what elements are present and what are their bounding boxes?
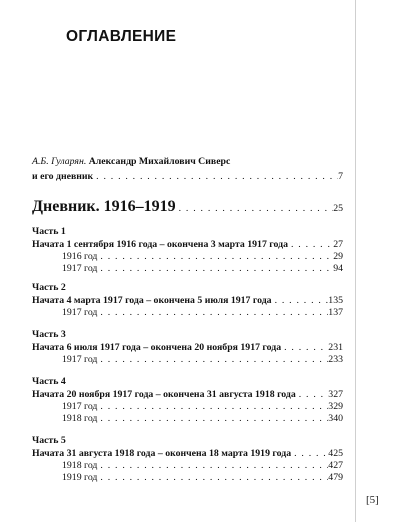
year-page: 329 [328, 401, 343, 412]
part-2-span: Начата 4 марта 1917 года – окончена 5 июля 1917 года [32, 295, 272, 306]
part-2-year-1[interactable] [62, 307, 343, 318]
year-label: 1918 год [62, 460, 98, 471]
leader-dots [97, 263, 333, 274]
part-1-year-2[interactable] [62, 263, 343, 274]
diary-page: 25 [333, 203, 343, 214]
part-5-span-page: 425 [328, 448, 343, 459]
leader-dots [97, 251, 333, 262]
leader-dots [93, 171, 338, 182]
part-3-span-page: 231 [328, 342, 343, 353]
part-4-heading: Часть 4 [32, 376, 66, 387]
year-label: 1918 год [62, 413, 98, 424]
intro-entry-line2[interactable] [32, 171, 343, 182]
part-1-year-1[interactable] [62, 251, 343, 262]
year-label: 1917 год [62, 307, 98, 318]
leader-dots [97, 401, 328, 412]
year-label: 1919 год [62, 472, 98, 483]
part-3-heading: Часть 3 [32, 329, 66, 340]
leader-dots [97, 413, 328, 424]
page-number: [5] [366, 494, 379, 506]
year-page: 479 [328, 472, 343, 483]
leader-dots [176, 203, 334, 214]
part-3-span: Начата 6 июля 1917 года – окончена 20 ноября 1917 года [32, 342, 282, 353]
leader-dots [97, 307, 328, 318]
part-2-heading: Часть 2 [32, 282, 66, 293]
intro-author: А.Б. Гуларян. [32, 156, 87, 167]
part-4-span-entry[interactable] [32, 389, 343, 400]
year-label: 1917 год [62, 354, 98, 365]
intro-page: 7 [338, 171, 343, 182]
part-3-span-entry[interactable] [32, 342, 343, 353]
leader-dots [288, 239, 333, 250]
leader-dots [97, 354, 328, 365]
part-5-heading: Часть 5 [32, 435, 66, 446]
diary-title: Дневник. 1916–1919 [32, 198, 176, 215]
part-5-span: Начата 31 августа 1918 года – окончена 18 марта 1919 года [32, 448, 292, 459]
part-4-year-2[interactable] [62, 413, 343, 424]
part-1-heading: Часть 1 [32, 226, 66, 237]
year-page: 94 [333, 263, 343, 274]
part-2-span-page: 135 [328, 295, 343, 306]
leader-dots [97, 460, 328, 471]
leader-dots [281, 342, 328, 353]
leader-dots [272, 295, 329, 306]
part-4-span-page: 327 [328, 389, 343, 400]
intro-entry-line1 [32, 156, 230, 167]
year-label: 1917 год [62, 401, 98, 412]
year-page: 427 [328, 460, 343, 471]
page-title: ОГЛАВЛЕНИЕ [66, 28, 177, 45]
part-4-year-1[interactable] [62, 401, 343, 412]
part-5-year-1[interactable] [62, 460, 343, 471]
part-1-span: Начата 1 сентября 1916 года – окончена 3 марта 1917 года [32, 239, 288, 250]
leader-dots [97, 472, 328, 483]
part-1-span-entry[interactable] [32, 239, 343, 250]
part-1-span-page: 27 [333, 239, 343, 250]
part-5-year-2[interactable] [62, 472, 343, 483]
part-3-year-1[interactable] [62, 354, 343, 365]
leader-dots [296, 389, 329, 400]
diary-entry[interactable] [32, 198, 343, 216]
part-5-span-entry[interactable] [32, 448, 343, 459]
year-page: 340 [328, 413, 343, 424]
part-4-span: Начата 20 ноября 1917 года – окончена 31 августа 1918 года [32, 389, 296, 400]
leader-dots [291, 448, 328, 459]
part-2-span-entry[interactable] [32, 295, 343, 306]
intro-title-line2: и его дневник [32, 171, 94, 182]
intro-title-line1: Александр Михайлович Сиверс [88, 156, 231, 167]
year-label: 1917 год [62, 263, 98, 274]
year-page: 29 [333, 251, 343, 262]
year-page: 137 [328, 307, 343, 318]
year-label: 1916 год [62, 251, 98, 262]
year-page: 233 [328, 354, 343, 365]
side-margin [356, 0, 400, 522]
